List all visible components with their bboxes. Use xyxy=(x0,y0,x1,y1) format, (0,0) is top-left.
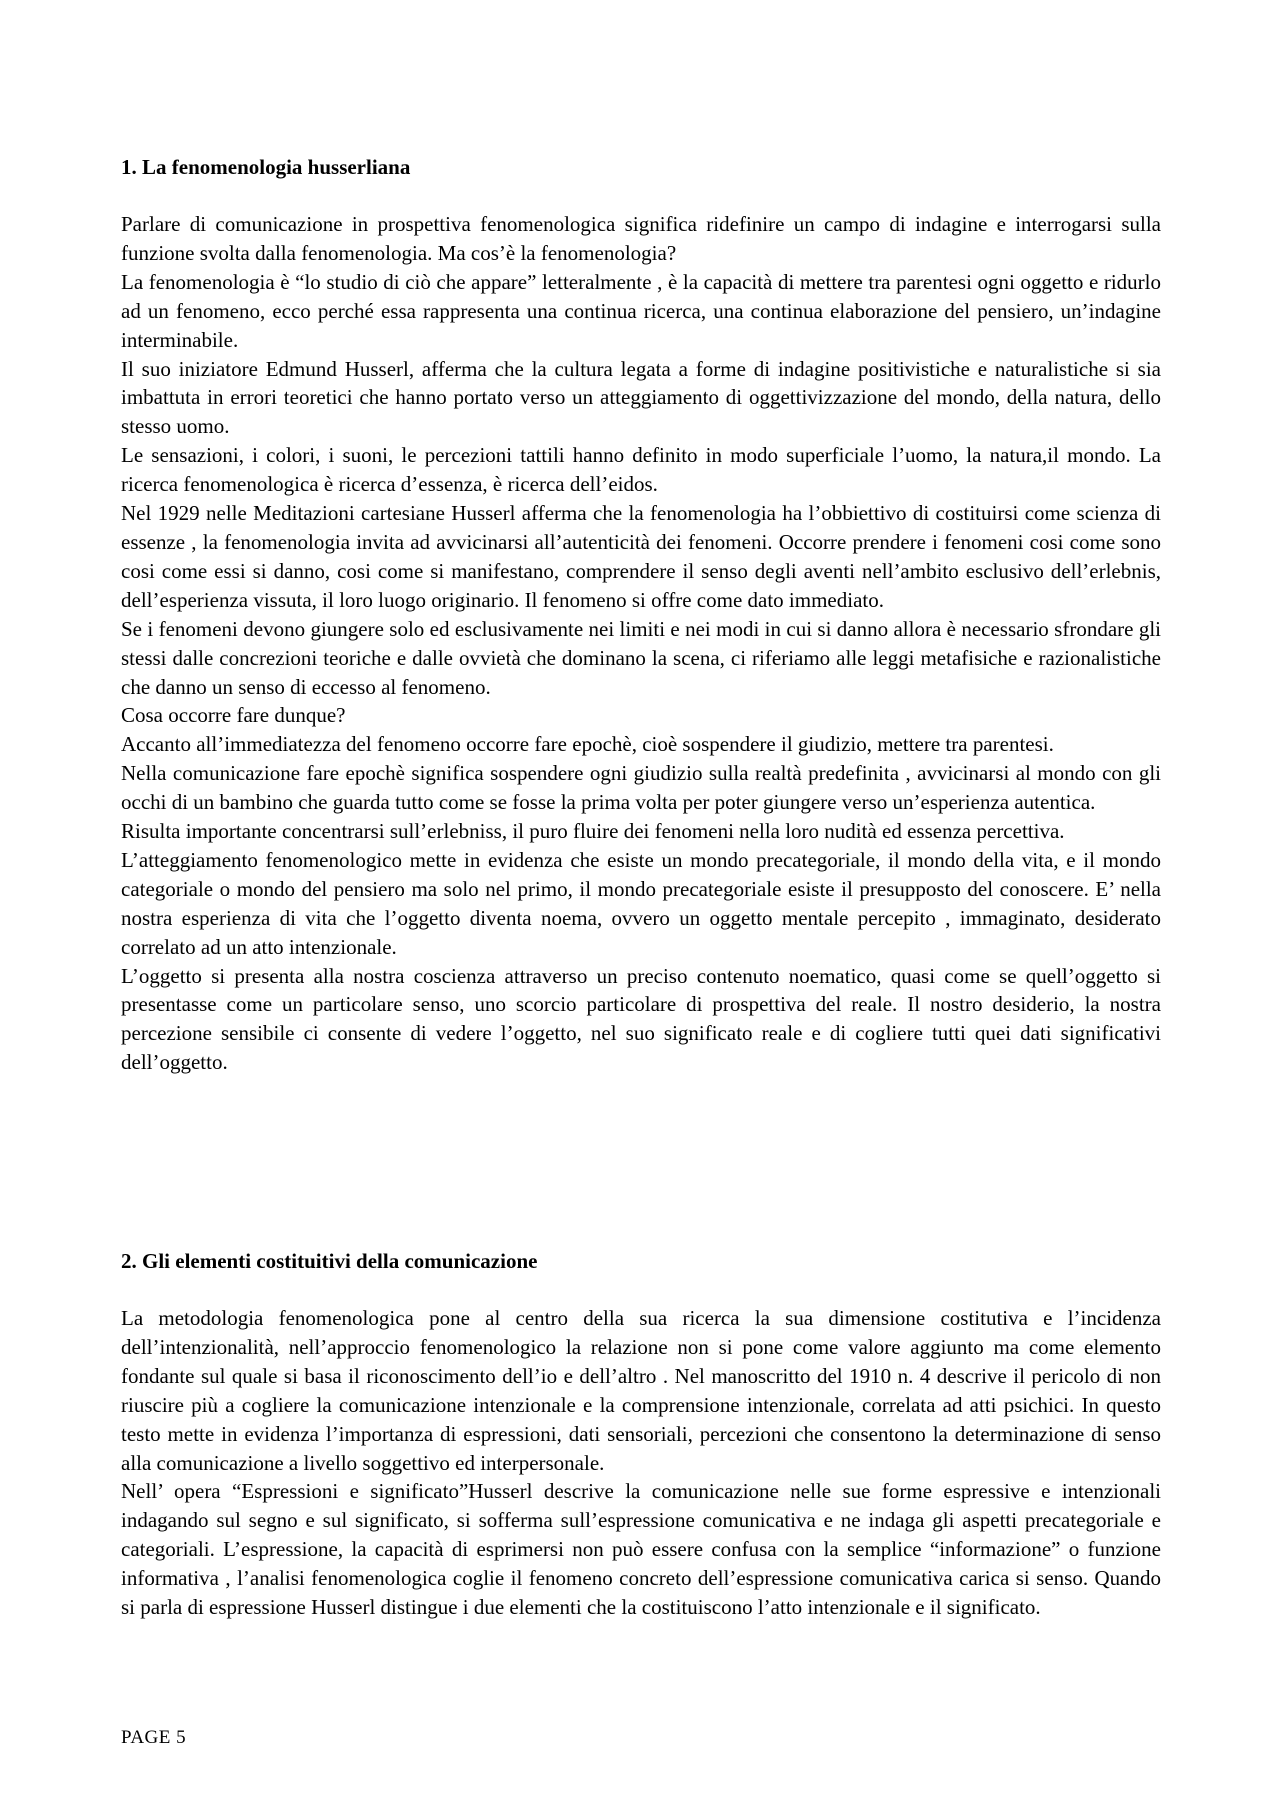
paragraph: La metodologia fenomenologica pone al centro della sua ricerca la sua dimensione costitutiva e l’incidenza dell’intenzionalità, nell’approccio fenomenologico la relazione non si pone come valore aggiunto ma come elemento fondante sul quale si basa il riconoscimento dell’io e dell’altro . Nel manoscritto del 1910 n. 4 descrive il pericolo di non riuscire più a cogliere la comunicazione intenzionale e la comprensione intenzionale, correlata ad atti psichici. In questo testo mette in evidenza l’importanza di espressioni, dati sensoriali, percezioni che consentono la determinazione di senso alla comunicazione a livello soggettivo ed interpersonale. xyxy=(121,1306,1161,1475)
section-1-title: 1. La fenomenologia husserliana xyxy=(121,155,411,179)
section-2-body xyxy=(121,1304,1161,1622)
paragraph: La fenomenologia è “lo studio di ciò che appare” letteralmente , è la capacità di mettere tra parentesi ogni oggetto e ridurlo ad un fenomeno, ecco perché essa rappresenta una continua ricerca, una continua elaborazione del pensiero, un’indagine interminabile. xyxy=(121,269,1161,352)
paragraph: L’atteggiamento fenomenologico mette in evidenza che esiste un mondo precategoriale, il mondo della vita, e il mondo categoriale o mondo del pensiero ma solo nel primo, il mondo precategoriale esiste il presupposto del conoscere. E’ nella nostra esperienza di vita che l’oggetto diventa noema, ovvero un oggetto mentale percepito , immaginato, desiderato correlato ad un atto intenzionale. xyxy=(121,847,1161,959)
page-number: PAGE 5 xyxy=(121,1727,187,1748)
paragraph: Parlare di comunicazione in prospettiva fenomenologica significa ridefinire un campo di indagine e interrogarsi sulla funzione svolta dalla fenomenologia. Ma cos’è la fenomenologia? xyxy=(121,212,1161,265)
paragraph: L’oggetto si presenta alla nostra coscienza attraverso un preciso contenuto noematico, quasi come se quell’oggetto si presentasse come un particolare senso, uno scorcio particolare di prospettiva del reale. Il nostro desiderio, la nostra percezione sensibile ci consente di vedere l’oggetto, nel suo significato reale e di cogliere tutti quei dati significativi dell’oggetto. xyxy=(121,963,1161,1075)
paragraph: Il suo iniziatore Edmund Husserl, afferma che la cultura legata a forme di indagine positivistiche e naturalistiche si sia imbattuta in errori teoretici che hanno portato verso un atteggiamento di oggettivizzazione del mondo, della natura, dello stesso uomo. xyxy=(121,356,1161,439)
paragraph: Nel 1929 nelle Meditazioni cartesiane Husserl afferma che la fenomenologia ha l’obbiettivo di costituirsi come scienza di essenze , la fenomenologia invita ad avvicinarsi all’autenticità dei fenomeni. Occorre prendere i fenomeni cosi come sono cosi come essi si danno, cosi come si manifestano, comprendere il senso degli aventi nell’ambito esclusivo dell’erlebnis, dell’esperienza vissuta, il loro luogo originario. Il fenomeno si offre come dato immediato. xyxy=(121,501,1161,612)
paragraph: Risulta importante concentrarsi sull’erlebniss, il puro fluire dei fenomeni nella loro nudità ed essenza percettiva. xyxy=(121,819,1065,844)
section-1-body xyxy=(121,210,1161,1077)
paragraph: Le sensazioni, i colori, i suoni, le percezioni tattili hanno definito in modo superficiale l’uomo, la natura,il mondo. La ricerca fenomenologica è ricerca d’essenza, è ricerca dell’eidos. xyxy=(121,443,1161,497)
paragraph: Accanto all’immediatezza del fenomeno occorre fare epochè, cioè sospendere il giudizio, mettere tra parentesi. xyxy=(121,732,1054,757)
paragraph: Cosa occorre fare dunque? xyxy=(121,703,346,728)
paragraph: Nella comunicazione fare epochè significa sospendere ogni giudizio sulla realtà predefinita , avvicinarsi al mondo con gli occhi di un bambino che guarda tutto come se fosse la prima volta per poter giungere verso un’esperienza autentica. xyxy=(121,761,1161,815)
paragraph: Se i fenomeni devono giungere solo ed esclusivamente nei limiti e nei modi in cui si danno allora è necessario sfrondare gli stessi dalle concrezioni teoriche e dalle ovvietà che dominano la scena, ci riferiamo alle leggi metafisiche e razionalistiche che danno un senso di eccesso al fenomeno. xyxy=(121,616,1161,699)
paragraph: Nell’ opera “Espressioni e significato”Husserl descrive la comunicazione nelle sue forme espressive e intenzionali indagando sul segno e sul significato, si sofferma sull’espressione comunicativa e ne indaga gli aspetti precategoriale e categoriali. L’espressione, la capacità di esprimersi non può essere confusa con la semplice “informazione” o funzione informativa , l’analisi fenomenologica coglie il fenomeno concreto dell’espressione comunicativa carica si senso. Quando si parla di espressione Husserl distingue i due elementi che la costituiscono l’atto intenzionale e il significato. xyxy=(121,1479,1161,1620)
section-2-title: 2. Gli elementi costituitivi della comunicazione xyxy=(121,1249,538,1273)
